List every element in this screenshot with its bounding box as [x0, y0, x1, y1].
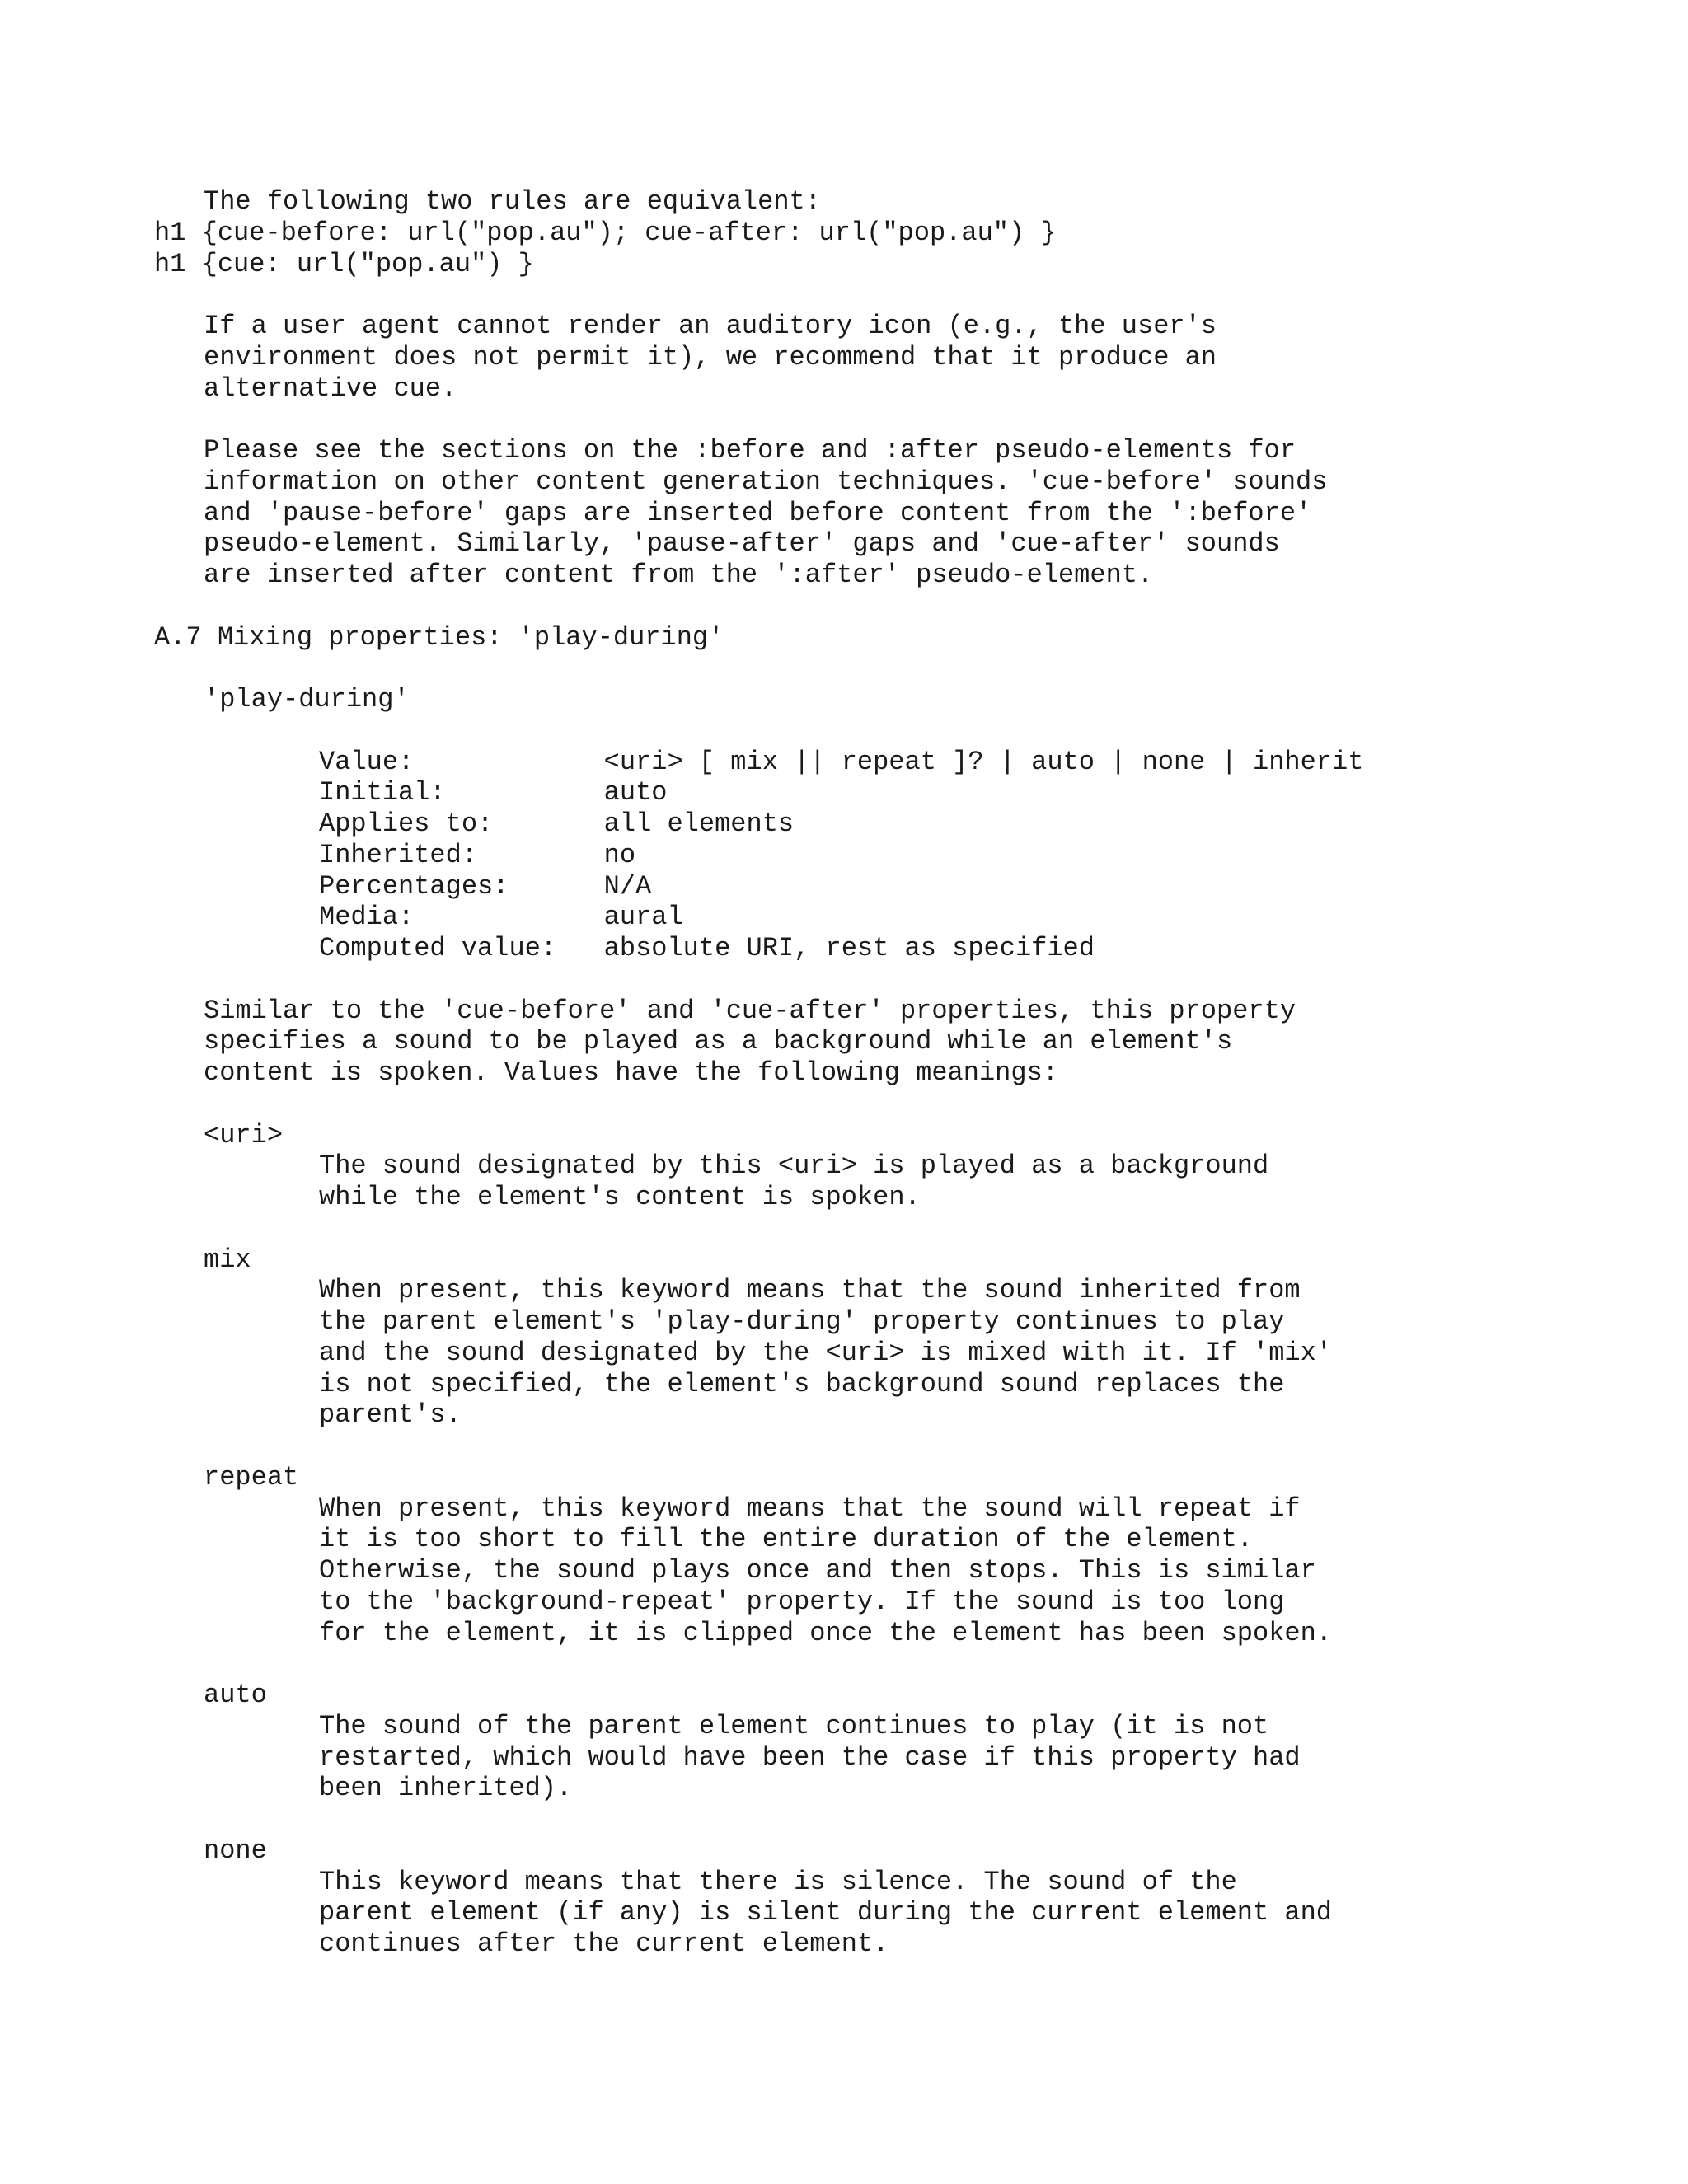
- line-def-mix-3: and the sound designated by the <uri> is mixed with it. If 'mix': [319, 1337, 1332, 1368]
- line-prop-percentages: Percentages: N/A: [319, 870, 652, 902]
- line-intro-equivalent: The following two rules are equivalent:: [204, 186, 821, 217]
- line-def-mix-1: When present, this keyword means that the sound inherited from: [319, 1275, 1301, 1306]
- line-def-repeat-2: it is too short to fill the entire duration of the element.: [319, 1524, 1253, 1555]
- line-def-mix-2: the parent element's 'play-during' property continues to play: [319, 1306, 1285, 1337]
- line-term-repeat: repeat: [204, 1461, 299, 1493]
- line-para-see-3: and 'pause-before' gaps are inserted before content from the ':before': [204, 497, 1312, 528]
- line-prop-inherited: Inherited: no: [319, 839, 636, 870]
- line-def-repeat-1: When present, this keyword means that the sound will repeat if: [319, 1493, 1301, 1524]
- line-def-repeat-3: Otherwise, the sound plays once and then stops. This is similar: [319, 1555, 1316, 1586]
- line-prop-media: Media: aural: [319, 902, 683, 933]
- line-para-alt-2: environment does not permit it), we recommend that it produce an: [204, 341, 1217, 373]
- line-term-auto: auto: [204, 1680, 267, 1710]
- line-term-none: none: [204, 1835, 267, 1866]
- line-prop-initial: Initial: auto: [319, 777, 668, 808]
- line-def-uri-2: while the element's content is spoken.: [319, 1182, 921, 1212]
- line-code-rule-1: h1 {cue-before: url("pop.au"); cue-after: url("pop.au") }: [154, 217, 1057, 248]
- line-para-see-1: Please see the sections on the :before and :after pseudo-elements for: [204, 435, 1296, 466]
- line-property-name: 'play-during': [204, 684, 410, 715]
- line-term-mix: mix: [204, 1244, 251, 1275]
- line-section-heading: A.7 Mixing properties: 'play-during': [154, 621, 724, 653]
- line-def-mix-4: is not specified, the element's background sound replaces the: [319, 1368, 1285, 1399]
- line-def-none-3: continues after the current element.: [319, 1929, 889, 1959]
- line-def-auto-1: The sound of the parent element continues to play (it is not: [319, 1710, 1269, 1741]
- line-para-similar-2: specifies a sound to be played as a background while an element's: [204, 1026, 1233, 1057]
- line-def-mix-5: parent's.: [319, 1399, 462, 1431]
- line-prop-computed: Computed value: absolute URI, rest as specified: [319, 933, 1095, 963]
- line-para-alt-3: alternative cue.: [204, 373, 457, 404]
- line-def-none-1: This keyword means that there is silence. The sound of the: [319, 1866, 1237, 1897]
- line-para-similar-1: Similar to the 'cue-before' and 'cue-after' properties, this property: [204, 995, 1296, 1026]
- line-para-alt-1: If a user agent cannot render an auditory icon (e.g., the user's: [204, 311, 1217, 341]
- line-def-auto-2: restarted, which would have been the case if this property had: [319, 1741, 1301, 1773]
- line-def-uri-1: The sound designated by this <uri> is played as a background: [319, 1151, 1269, 1182]
- line-def-repeat-4: to the 'background-repeat' property. If the sound is too long: [319, 1586, 1285, 1617]
- line-para-similar-3: content is spoken. Values have the following meanings:: [204, 1057, 1058, 1088]
- line-code-rule-2: h1 {cue: url("pop.au") }: [154, 248, 534, 279]
- line-para-see-4: pseudo-element. Similarly, 'pause-after' gaps and 'cue-after' sounds: [204, 528, 1280, 560]
- line-term-uri: <uri>: [204, 1119, 284, 1151]
- line-def-auto-3: been inherited).: [319, 1773, 573, 1804]
- line-para-see-5: are inserted after content from the ':after' pseudo-element.: [204, 560, 1154, 590]
- line-def-repeat-5: for the element, it is clipped once the element has been spoken.: [319, 1617, 1332, 1648]
- line-prop-value: Value: <uri> [ mix || repeat ]? | auto | none | inherit: [319, 746, 1364, 777]
- line-def-none-2: parent element (if any) is silent during the current element and: [319, 1897, 1332, 1929]
- line-para-see-2: information on other content generation techniques. 'cue-before' sounds: [204, 466, 1328, 497]
- line-prop-applies: Applies to: all elements: [319, 808, 795, 839]
